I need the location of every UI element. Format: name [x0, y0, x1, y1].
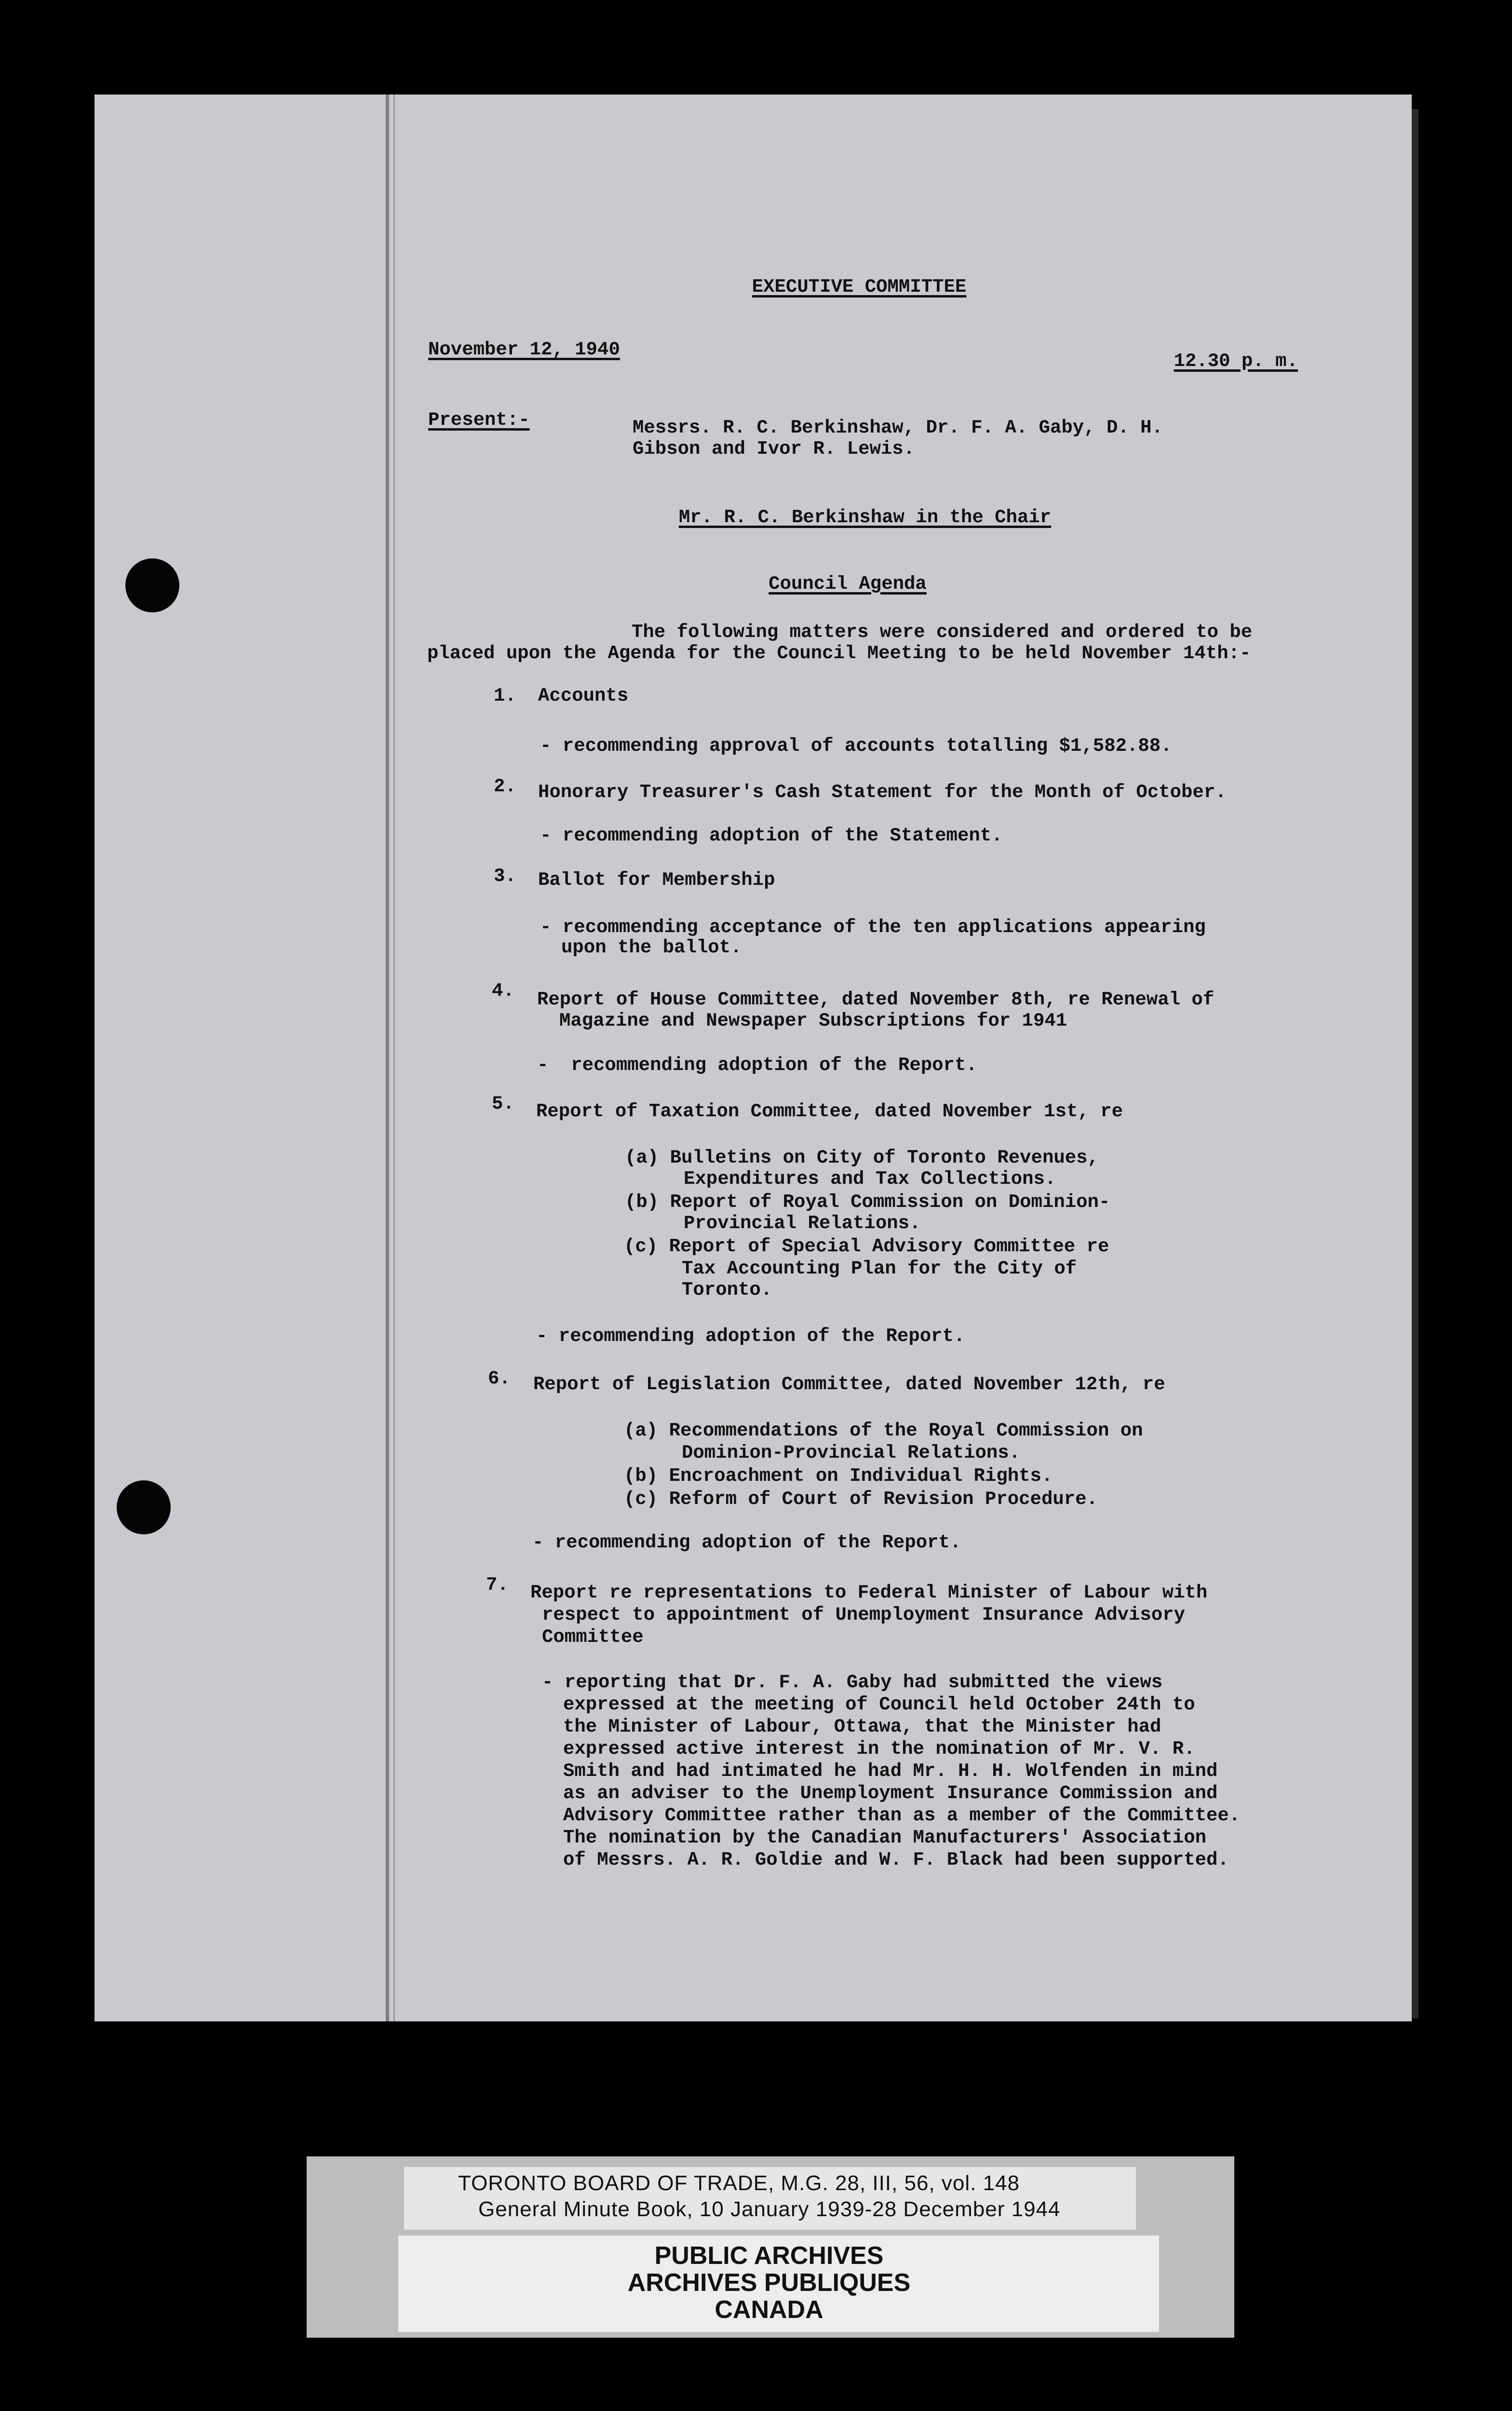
- item-title: Magazine and Newspaper Subscriptions for 1941: [559, 1010, 1067, 1031]
- item-title: Honorary Treasurer's Cash Statement for the Month of October.: [538, 782, 1227, 803]
- item-body-line: Advisory Committee rather than as a member of the Committee.: [563, 1805, 1241, 1826]
- sub-item: Dominion-Provincial Relations.: [682, 1442, 1021, 1463]
- archive-stamp: CANADA: [715, 2296, 824, 2324]
- item-title: Report of Legislation Committee, dated November 12th, re: [533, 1374, 1165, 1395]
- present-line: Gibson and Ivor R. Lewis.: [633, 438, 915, 460]
- item-title: Report of Taxation Committee, dated November 1st, re: [536, 1101, 1123, 1122]
- sub-item: Toronto.: [682, 1279, 772, 1300]
- item-number: 2.: [494, 776, 516, 797]
- archive-reference: General Minute Book, 10 January 1939-28 December 1944: [478, 2197, 1061, 2221]
- item-body-line: expressed active interest in the nomination of Mr. V. R.: [563, 1738, 1195, 1760]
- present-label: Present:-: [428, 409, 530, 431]
- item-title: Committee: [542, 1626, 644, 1648]
- item-action: - recommending adoption of the Statement.: [540, 825, 1003, 846]
- intro-paragraph: placed upon the Agenda for the Council Meeting to be held November 14th:-: [427, 643, 1251, 664]
- punch-hole: [117, 1480, 171, 1534]
- sub-item: Tax Accounting Plan for the City of: [682, 1258, 1077, 1279]
- item-title: Ballot for Membership: [538, 869, 775, 891]
- archive-stamp: ARCHIVES PUBLIQUES: [627, 2269, 911, 2297]
- item-number: 7.: [486, 1574, 509, 1596]
- item-body-line: the Minister of Labour, Ottawa, that the Minister had: [563, 1716, 1161, 1737]
- intro-paragraph: The following matters were considered and ordered to be: [632, 622, 1253, 643]
- meeting-date: November 12, 1940: [428, 339, 620, 360]
- item-number: 4.: [492, 980, 514, 1002]
- item-number: 6.: [488, 1368, 511, 1389]
- sub-item: (b) Report of Royal Commission on Dominion-: [625, 1192, 1110, 1213]
- sub-item: (b) Encroachment on Individual Rights.: [624, 1465, 1053, 1487]
- sub-item: (a) Recommendations of the Royal Commission on: [624, 1420, 1143, 1441]
- document-title: EXECUTIVE COMMITTEE: [752, 276, 967, 298]
- item-body-line: of Messrs. A. R. Goldie and W. F. Black had been supported.: [563, 1849, 1229, 1870]
- archive-stamp: PUBLIC ARCHIVES: [654, 2242, 884, 2270]
- sub-item: (c) Reform of Court of Revision Procedure.: [624, 1489, 1098, 1510]
- item-body-line: expressed at the meeting of Council held October 24th to: [563, 1694, 1195, 1715]
- present-line: Messrs. R. C. Berkinshaw, Dr. F. A. Gaby, D. H.: [633, 417, 1163, 438]
- item-action: upon the ballot.: [561, 937, 742, 958]
- item-action: - recommending adoption of the Report.: [532, 1532, 961, 1553]
- sub-item: Expenditures and Tax Collections.: [684, 1168, 1056, 1190]
- item-title: Accounts: [538, 685, 629, 706]
- chair-line: Mr. R. C. Berkinshaw in the Chair: [678, 507, 1052, 528]
- archive-reference: TORONTO BOARD OF TRADE, M.G. 28, III, 56, vol. 148: [458, 2171, 1020, 2195]
- item-body-line: Smith and had intimated he had Mr. H. H. Wolfenden in mind: [563, 1761, 1218, 1782]
- margin-rule-inner: [393, 95, 395, 2021]
- meeting-time: 12.30 p. m.: [1174, 351, 1298, 372]
- section-heading: Council Agenda: [769, 573, 927, 595]
- sub-item: Provincial Relations.: [684, 1213, 921, 1234]
- item-action: - recommending acceptance of the ten applications appearing: [540, 917, 1206, 938]
- item-title: Report re representations to Federal Minister of Labour with: [530, 1582, 1208, 1603]
- item-action: - recommending adoption of the Report.: [536, 1326, 965, 1347]
- item-number: 5.: [492, 1093, 514, 1114]
- item-title: respect to appointment of Unemployment Insurance Advisory: [542, 1604, 1186, 1625]
- item-action: - recommending approval of accounts totalling $1,582.88.: [540, 735, 1172, 757]
- item-action: - recommending adoption of the Report.: [537, 1055, 977, 1076]
- item-body-line: The nomination by the Canadian Manufacturers' Association: [563, 1827, 1207, 1848]
- margin-rule: [386, 95, 389, 2021]
- item-title: Report of House Committee, dated November 8th, re Renewal of: [537, 989, 1215, 1010]
- item-body-line: - reporting that Dr. F. A. Gaby had submitted the views: [542, 1672, 1163, 1693]
- punch-hole: [125, 558, 179, 612]
- sub-item: (a) Bulletins on City of Toronto Revenues,: [625, 1147, 1099, 1168]
- item-number: 3.: [494, 866, 516, 887]
- item-body-line: as an adviser to the Unemployment Insurance Commission and: [563, 1783, 1218, 1804]
- sub-item: (c) Report of Special Advisory Committee re: [624, 1236, 1109, 1257]
- item-number: 1.: [494, 685, 516, 706]
